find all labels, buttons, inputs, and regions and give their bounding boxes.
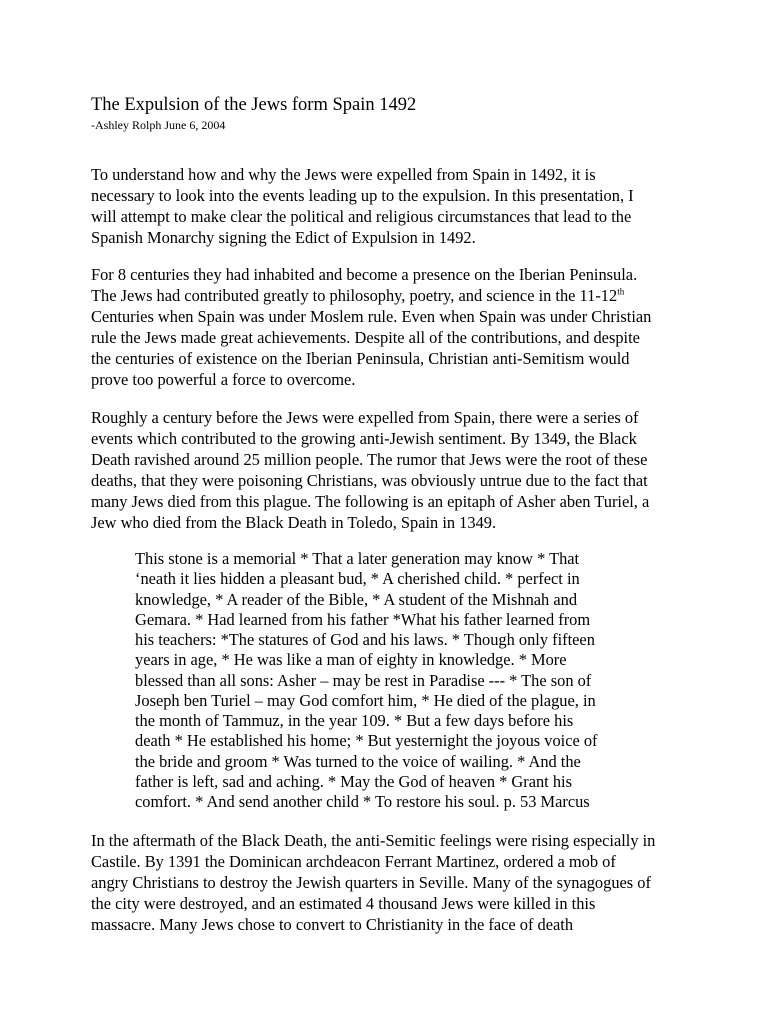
quote-line: the bride and groom * Was turned to the voice of wailing. * And the (135, 751, 581, 771)
quote-line: death * He established his home; * But yesternight the joyous voice of (135, 731, 598, 751)
text-line: will attempt to make clear the political and religious circumstances that lead to the (91, 207, 632, 226)
block-quote-epitaph (135, 549, 598, 812)
text-line-main: The Jews had contributed greatly to philosophy, poetry, and science in the 11-12 (91, 286, 618, 305)
quote-line: his teachers: *The statures of God and his laws. * Though only fifteen (135, 630, 595, 649)
quote-line: blessed than all sons: Asher – may be rest in Paradise --- * The son of (135, 670, 592, 690)
text-line: Jew who died from the Black Death in Toledo, Spain in 1349. (91, 513, 497, 532)
text-line: Spanish Monarchy signing the Edict of Expulsion in 1492. (91, 228, 476, 247)
text-line (91, 285, 651, 306)
quote-line: comfort. * And send another child * To restore his soul. p. 53 Marcus (135, 792, 590, 811)
text-line: For 8 centuries they had inhabited and become a presence on the Iberian Peninsula. (91, 265, 638, 284)
paragraph-centuries (91, 264, 651, 390)
quote-line: Joseph ben Turiel – may God comfort him, * He died of the plague, in (135, 690, 596, 710)
text-line: In the aftermath of the Black Death, the anti-Semitic feelings were rising especially in (91, 831, 656, 850)
text-line: the centuries of existence on the Iberian Peninsula, Christian anti-Semitism would (91, 349, 630, 368)
text-line: Castile. By 1391 the Dominican archdeacon Ferrant Martinez, ordered a mob of (91, 852, 616, 871)
text-line: the city were destroyed, and an estimated 4 thousand Jews were killed in this (91, 894, 596, 913)
document-title: The Expulsion of the Jews form Spain 1492 (91, 95, 417, 115)
paragraph-black-death (91, 407, 649, 533)
text-line: Roughly a century before the Jews were expelled from Spain, there were a series of (91, 408, 639, 427)
quote-line: This stone is a memorial * That a later generation may know * That (135, 549, 580, 568)
paragraph-intro (91, 164, 634, 248)
quote-line: Gemara. * Had learned from his father *What his father learned from (135, 609, 591, 629)
quote-line: father is left, sad and aching. * May the God of heaven * Grant his (135, 771, 572, 791)
text-line: events which contributed to the growing anti-Jewish sentiment. By 1349, the Black (91, 429, 637, 448)
quote-line: the month of Tammuz, in the year 109. * But a few days before his (135, 711, 574, 730)
text-line: Centuries when Spain was under Moslem rule. Even when Spain was under Christian (91, 307, 652, 326)
text-line: prove too powerful a force to overcome. (91, 370, 356, 389)
quote-line: years in age, * He was like a man of eighty in knowledge. * More (135, 650, 567, 670)
text-line: Death ravished around 25 million people. The rumor that Jews were the root of these (91, 450, 648, 469)
text-line: massacre. Many Jews chose to convert to Christianity in the face of death (91, 915, 574, 934)
paragraph-aftermath (91, 830, 655, 935)
text-line: deaths, that they were poisoning Christians, was obviously untrue due to the fact that (91, 471, 648, 490)
superscript-th: th (617, 286, 625, 297)
quote-line: knowledge, * A reader of the Bible, * A student of the Mishnah and (135, 589, 578, 609)
text-line: necessary to look into the events leading up to the expulsion. In this presentation, I (91, 186, 634, 205)
text-line: To understand how and why the Jews were expelled from Spain in 1492, it is (91, 165, 596, 184)
text-line: many Jews died from this plague. The following is an epitaph of Asher aben Turiel, a (91, 492, 650, 511)
text-line: rule the Jews made great achievements. Despite all of the contributions, and despite (91, 328, 640, 347)
document-byline: -Ashley Rolph June 6, 2004 (91, 118, 226, 132)
text-line: angry Christians to destroy the Jewish quarters in Seville. Many of the synagogues of (91, 873, 651, 892)
quote-line: ‘neath it lies hidden a pleasant bud, * A cherished child. * perfect in (135, 569, 580, 589)
